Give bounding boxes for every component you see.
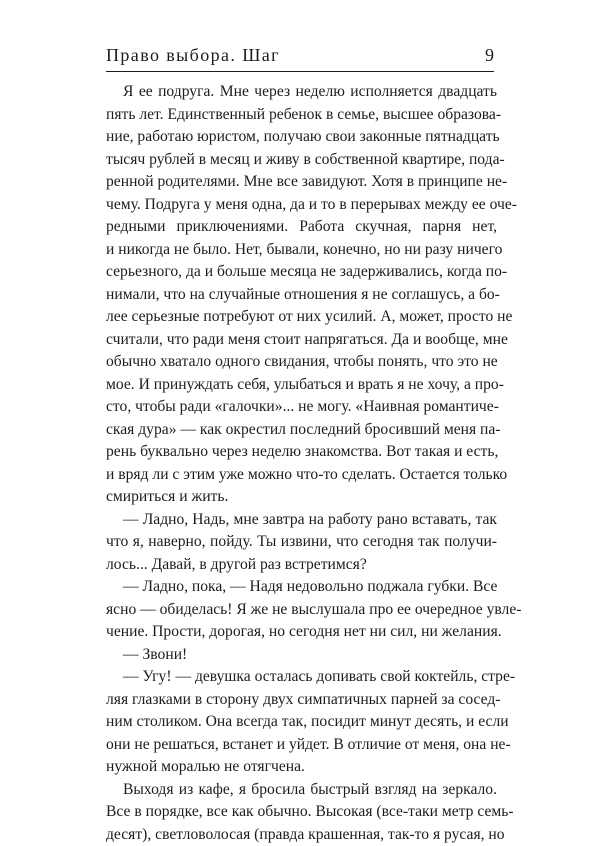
text-line: чему. Подруга у меня одна, да и то в перерывах между ее оче- — [106, 194, 497, 217]
text-line: — Угу! — девушка осталась допивать свой коктейль, стре- — [106, 666, 497, 689]
page-number: 9 — [485, 44, 494, 66]
text-line: считали, что ради меня стоит напрягаться. Да и вообще, мне — [106, 329, 497, 352]
text-line: ние, работаю юристом, получаю свои законные пятнадцать — [106, 126, 497, 149]
text-line: ская дура» — как окрестил последний бросивший меня па- — [106, 419, 497, 442]
body-text — [106, 81, 497, 846]
text-line: и вряд ли с этим уже можно что-то сделать. Остается только — [106, 464, 497, 487]
text-line: ренной родителями. Мне все завидуют. Хотя в принципе не- — [106, 171, 497, 194]
text-line: Выходя из кафе, я бросила быстрый взгляд на зеркало. — [106, 779, 497, 802]
text-line: десят), светловолосая (правда крашенная, так-то я русая, но — [106, 824, 497, 846]
text-line: Все в порядке, все как обычно. Высокая (все-таки метр семь- — [106, 801, 497, 824]
text-line: редными приключениями. Работа скучная, парня нет, — [106, 216, 497, 239]
text-line: мое. И принуждать себя, улыбаться и врать я не хочу, а про- — [106, 374, 497, 397]
text-line: тысяч рублей в месяц и живу в собственной квартире, пода- — [106, 149, 497, 172]
text-line: сто, чтобы ради «галочки»... не могу. «Наивная романтиче- — [106, 396, 497, 419]
text-line: ляя глазками в сторону двух симпатичных парней за сосед- — [106, 689, 497, 712]
text-line: они не решаться, встанет и уйдет. В отличие от меня, она не- — [106, 734, 497, 757]
text-line: — Ладно, Надь, мне завтра на работу рано вставать, так — [106, 509, 497, 532]
text-line: пять лет. Единственный ребенок в семье, высшее образова- — [106, 104, 497, 127]
text-line: смириться и жить. — [106, 486, 497, 509]
text-line: что я, наверно, пойду. Ты извини, что сегодня так получи- — [106, 531, 497, 554]
text-line: — Звони! — [106, 644, 497, 667]
text-line: нужной моралью не отягчена. — [106, 756, 497, 779]
text-line: Я ее подруга. Мне через неделю исполняется двадцать — [106, 81, 497, 104]
chapter-title: Право выбора. Шаг — [106, 44, 280, 66]
text-line: обычно хватало одного свидания, чтобы понять, что это не — [106, 351, 497, 374]
text-line: ним столиком. Она всегда так, посидит минут десять, и если — [106, 711, 497, 734]
text-line: лось... Давай, в другой раз встретимся? — [106, 554, 497, 577]
running-head — [106, 44, 494, 66]
text-line: чение. Прости, дорогая, но сегодня нет ни сил, ни желания. — [106, 621, 497, 644]
text-line: нимали, что на случайные отношения я не соглашусь, а бо- — [106, 284, 497, 307]
text-line: — Ладно, пока, — Надя недовольно поджала губки. Все — [106, 576, 497, 599]
text-line: серьезного, да и больше месяца не задерживались, когда по- — [106, 261, 497, 284]
text-line: рень буквально через неделю знакомства. Вот такая и есть, — [106, 441, 497, 464]
text-line: и никогда не было. Нет, бывали, конечно, но ни разу ничего — [106, 239, 497, 262]
header-rule — [106, 71, 494, 72]
text-line: ясно — обиделась! Я же не выслушала про ее очередное увле- — [106, 599, 497, 622]
text-line: лее серьезные потребуют от них усилий. А, может, просто не — [106, 306, 497, 329]
